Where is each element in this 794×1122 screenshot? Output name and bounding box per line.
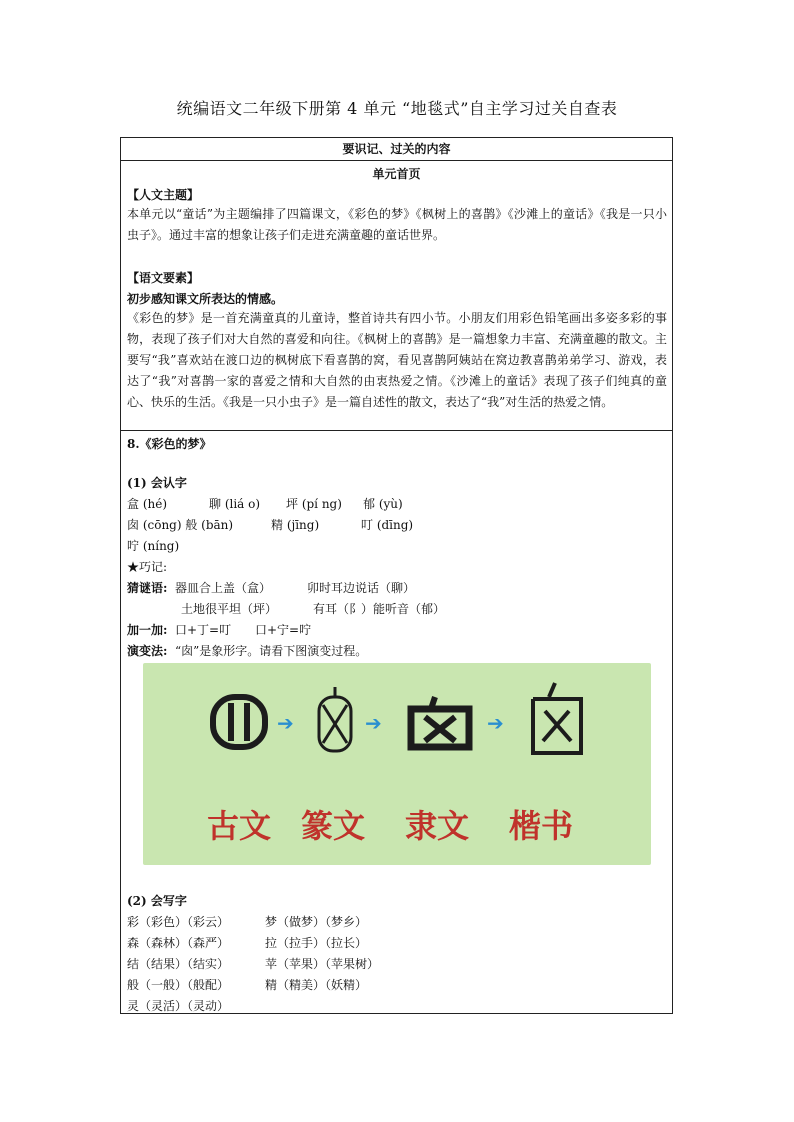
theme-title: 【人文主题】 xyxy=(127,188,200,202)
unit-intro-heading: 单元首页 xyxy=(372,167,421,181)
recognize-char: 郁 (yù) xyxy=(363,497,403,511)
self-check-table xyxy=(120,137,673,1014)
tip-title: ★巧记: xyxy=(127,560,168,574)
element-focus: 初步感知课文所表达的情感。 xyxy=(127,292,284,306)
script-label-regular: 楷书 xyxy=(509,807,574,845)
add-item: 口+宁=咛 xyxy=(255,623,312,637)
write-item: 拉（拉手）（拉长） xyxy=(265,936,368,950)
recognize-char: 囱 (cōng) 般 (bān) xyxy=(127,518,234,532)
riddle-item: 卯时耳边说话（聊） xyxy=(307,581,416,595)
script-label-clerical: 隶文 xyxy=(405,807,470,845)
riddle-label: 猜谜语: xyxy=(127,581,168,595)
write-title: (2) 会写字 xyxy=(127,894,187,908)
evolve-text: “囱”是象形字。请看下图演变过程。 xyxy=(175,644,368,658)
riddle-item: 有耳（阝）能听音（郁） xyxy=(313,602,446,616)
write-item: 般（一般）（般配） xyxy=(127,978,230,992)
write-item: 结（结果）（结实） xyxy=(127,957,230,971)
character-evolution-image xyxy=(143,663,651,865)
recognize-char: 咛 (níng) xyxy=(127,539,180,553)
write-item: 精（精美）（妖精） xyxy=(265,978,368,992)
add-item: 口+丁=叮 xyxy=(175,623,232,637)
element-text: 《彩色的梦》是一首充满童真的儿童诗，整首诗共有四小节。小朋友们用彩色铅笔画出多姿多彩的事物，表现了孩子们对大自然的喜爱和向往。《枫树上的喜鹊》是一篇想象力丰富、充满童趣的散文。主要写“我”喜欢站在渡口边的枫树底下看喜鹊的窝，看见喜鹊阿姨站在窝边教喜鹊弟弟学习、游戏，表达了“我”对喜鹊一家的喜爱之情和大自然的由衷热爱之情。《沙滩上的童话》表现了孩子们纯真的童心、快乐的生活。《我是一只小虫子》是一篇自述性的散文，表达了“我”对生活的热爱之情。 xyxy=(127,311,667,409)
table-header: 要识记、过关的内容 xyxy=(121,138,672,161)
evolve-label: 演变法: xyxy=(127,644,168,658)
lesson-title: 8.《彩色的梦》 xyxy=(127,437,212,451)
write-item: 苹（苹果）（苹果树） xyxy=(265,957,380,971)
add-label: 加一加: xyxy=(127,623,168,637)
write-item: 森（森林）（森严） xyxy=(127,936,230,950)
write-item: 灵（灵活）（灵动） xyxy=(127,999,230,1013)
lesson-section xyxy=(121,431,672,1015)
regular-script-glyph xyxy=(525,681,589,759)
write-item: 梦（做梦）（梦乡） xyxy=(265,915,368,929)
seal-script-glyph xyxy=(315,685,355,755)
unit-intro-section xyxy=(121,161,672,431)
script-label-seal: 篆文 xyxy=(301,807,366,845)
recognize-char: 坪 (pí ng) xyxy=(286,497,342,511)
ancient-script-glyph xyxy=(209,693,269,751)
theme-text: 本单元以“童话”为主题编排了四篇课文，《彩色的梦》《枫树上的喜鹊》《沙滩上的童话》《我是一只小虫子》。通过丰富的想象让孩子们走进充满童趣的童话世界。 xyxy=(127,207,667,242)
script-label-ancient: 古文 xyxy=(207,807,272,845)
element-title: 【语文要素】 xyxy=(127,271,200,285)
clerical-script-glyph xyxy=(405,695,475,751)
recognize-char: 精 (jīng) xyxy=(271,518,320,532)
recognize-title: (1) 会认字 xyxy=(127,476,187,490)
riddle-item: 器皿合上盖（盒） xyxy=(175,581,272,595)
recognize-char: 聊 (liá o) xyxy=(209,497,261,511)
arrow-icon: ➔ xyxy=(365,711,382,735)
recognize-char: 盒 (hé) xyxy=(127,497,168,511)
page-title: 统编语文二年级下册第 4 单元 “地毯式”自主学习过关自查表 xyxy=(176,99,618,118)
write-item: 彩（彩色）（彩云） xyxy=(127,915,230,929)
riddle-item: 土地很平坦（坪） xyxy=(181,602,278,616)
recognize-char: 叮 (dīng) xyxy=(361,518,414,532)
arrow-icon: ➔ xyxy=(487,711,504,735)
arrow-icon: ➔ xyxy=(277,711,294,735)
